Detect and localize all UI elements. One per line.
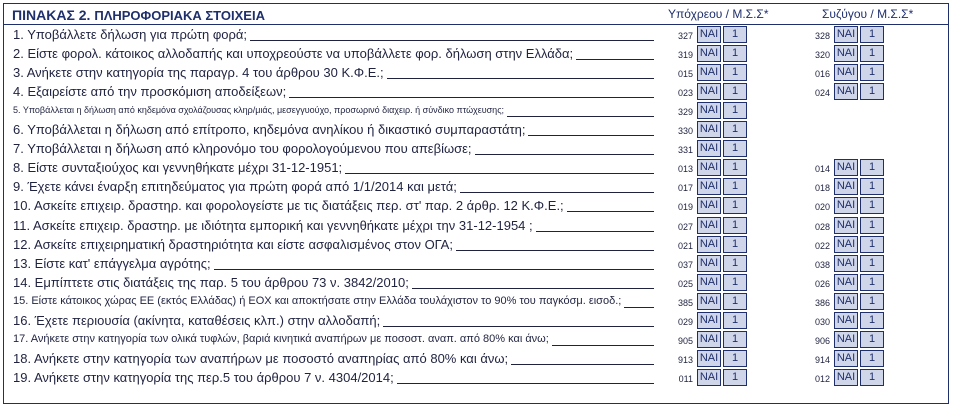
table-row — [4, 330, 948, 350]
spouse-yes-box[interactable]: ΝΑΙ — [834, 217, 858, 234]
question-label: 6. Υποβάλλεται η δήλωση από επίτροπο, κηδεμόνα ανηλίκου ή δικαστικό συμπαραστάτη; — [13, 122, 526, 138]
question-label: 5. Υποβάλλεται η δήλωση από κηδεμόνα σχολάζουσας κληρ/μιάς, μεσεγγυούχο, προσωρινό διαχειρ. ή σύνδικο πτώχευσης; — [13, 105, 505, 116]
question-label: 14. Εμπίπτετε στις διατάξεις της παρ. 5 του άρθρου 73 ν. 3842/2010; — [13, 274, 409, 290]
table-row — [4, 311, 948, 331]
spouse-one-box[interactable]: 1 — [860, 64, 884, 81]
spouse-code: 320 — [814, 50, 830, 61]
taxpayer-one-box[interactable]: 1 — [723, 102, 747, 119]
question-label: 16. Έχετε περιουσία (ακίνητα, καταθέσεις κλπ.) στην αλλοδαπή; — [13, 312, 381, 328]
question-label: 19. Ανήκετε στην κατηγορία της περ.5 του άρθρου 7 ν. 4304/2014; — [13, 369, 394, 385]
question-label: 15. Είστε κάτοικος χώρας ΕΕ (εκτός Ελλάδας) ή ΕΟΧ και αποκτήσατε στην Ελλάδα τουλάχιστον το 90% του παγκόσμ. εισοδ.; — [13, 294, 622, 307]
question-label: 11. Ασκείτε επιχειρ. δραστηρ. με ιδιότητα εμπορική και γεννηθήκατε μέχρι την 31-12-1954 ; — [13, 217, 533, 233]
spouse-one-box[interactable]: 1 — [860, 83, 884, 100]
taxpayer-one-box[interactable]: 1 — [723, 312, 747, 329]
leader-line — [387, 78, 654, 79]
taxpayer-code: 331 — [677, 145, 693, 156]
table-row — [4, 349, 948, 369]
question-label: 2. Είστε φορολ. κάτοικος αλλοδαπής και υποχρεούστε να υποβάλλετε φορ. δήλωση στην Ελλάδα; — [13, 46, 574, 62]
spouse-yes-box[interactable]: ΝΑΙ — [834, 236, 858, 253]
table-row — [4, 101, 948, 121]
leader-line — [214, 269, 654, 270]
information-table — [3, 3, 949, 404]
table-row — [4, 273, 948, 293]
leader-line — [567, 211, 654, 212]
question-label: 9. Έχετε κάνει έναρξη επιτηδεύματος για πρώτη φορά από 1/1/2014 και μετά; — [13, 179, 457, 195]
table-row — [4, 368, 948, 388]
taxpayer-code: 029 — [677, 316, 693, 327]
table-header — [4, 4, 948, 24]
taxpayer-one-box[interactable]: 1 — [723, 217, 747, 234]
taxpayer-code: 329 — [677, 107, 693, 118]
taxpayer-code: 019 — [677, 202, 693, 213]
question-label: 18. Ανήκετε στην κατηγορία των αναπήρων με ποσοστό αναπηρίας από 80% και άνω; — [13, 350, 509, 366]
leader-line — [250, 40, 654, 41]
leader-line — [345, 173, 654, 174]
taxpayer-one-box[interactable]: 1 — [723, 274, 747, 291]
spouse-code: 020 — [814, 202, 830, 213]
leader-line — [511, 364, 654, 365]
leader-line — [456, 250, 654, 251]
taxpayer-code: 905 — [677, 335, 693, 346]
taxpayer-yes-box[interactable]: ΝΑΙ — [697, 293, 721, 310]
leader-line — [475, 154, 654, 155]
taxpayer-code: 037 — [677, 259, 693, 270]
spouse-yes-box[interactable]: ΝΑΙ — [834, 331, 858, 348]
spouse-code: 012 — [814, 373, 830, 384]
table-row — [4, 82, 948, 102]
spouse-yes-box[interactable]: ΝΑΙ — [834, 45, 858, 62]
taxpayer-column-header: Υπόχρεου / Μ.Σ.Σ* — [668, 7, 769, 21]
table-row — [4, 139, 948, 159]
leader-line — [412, 288, 654, 289]
taxpayer-one-box[interactable]: 1 — [723, 236, 747, 253]
leader-line — [576, 59, 654, 60]
taxpayer-yes-box[interactable]: ΝΑΙ — [697, 64, 721, 81]
taxpayer-yes-box[interactable]: ΝΑΙ — [697, 197, 721, 214]
spouse-one-box[interactable]: 1 — [860, 159, 884, 176]
taxpayer-yes-box[interactable]: ΝΑΙ — [697, 217, 721, 234]
spouse-one-box[interactable]: 1 — [860, 350, 884, 367]
taxpayer-one-box[interactable]: 1 — [723, 83, 747, 100]
taxpayer-code: 319 — [677, 50, 693, 61]
spouse-one-box[interactable]: 1 — [860, 293, 884, 310]
taxpayer-code: 021 — [677, 240, 693, 251]
spouse-yes-box[interactable]: ΝΑΙ — [834, 293, 858, 310]
taxpayer-yes-box[interactable]: ΝΑΙ — [697, 350, 721, 367]
spouse-one-box[interactable]: 1 — [860, 178, 884, 195]
table-row — [4, 120, 948, 140]
table-row — [4, 63, 948, 83]
spouse-column-header: Συζύγου / Μ.Σ.Σ* — [822, 7, 914, 21]
taxpayer-one-box[interactable]: 1 — [723, 331, 747, 348]
table-row — [4, 25, 948, 45]
leader-line — [552, 345, 654, 346]
taxpayer-yes-box[interactable]: ΝΑΙ — [697, 331, 721, 348]
table-row — [4, 216, 948, 236]
taxpayer-yes-box[interactable]: ΝΑΙ — [697, 274, 721, 291]
spouse-one-box[interactable]: 1 — [860, 197, 884, 214]
taxpayer-yes-box[interactable]: ΝΑΙ — [697, 140, 721, 157]
taxpayer-one-box[interactable]: 1 — [723, 293, 747, 310]
question-label: 17. Ανήκετε στην κατηγορία των ολικά τυφλών, βαριά κινητικά αναπήρων με ποσοστ. αναπ. από 80% και άνω; — [13, 332, 549, 345]
taxpayer-code: 011 — [678, 373, 693, 384]
question-label: 4. Εξαιρείστε από την προσκόμιση αποδείξεων; — [13, 84, 287, 100]
taxpayer-one-box[interactable]: 1 — [723, 178, 747, 195]
taxpayer-yes-box[interactable]: ΝΑΙ — [697, 102, 721, 119]
leader-line — [289, 97, 654, 98]
table-row — [4, 235, 948, 255]
spouse-yes-box[interactable]: ΝΑΙ — [834, 159, 858, 176]
spouse-one-box[interactable]: 1 — [860, 312, 884, 329]
taxpayer-code: 015 — [677, 69, 693, 80]
spouse-yes-box[interactable]: ΝΑΙ — [834, 197, 858, 214]
taxpayer-one-box[interactable]: 1 — [723, 140, 747, 157]
spouse-yes-box[interactable]: ΝΑΙ — [834, 255, 858, 272]
spouse-one-box[interactable]: 1 — [860, 217, 884, 234]
taxpayer-yes-box[interactable]: ΝΑΙ — [697, 45, 721, 62]
taxpayer-one-box[interactable]: 1 — [723, 255, 747, 272]
question-label: 8. Είστε συνταξιούχος και γεννηθήκατε μέχρι 31-12-1951; — [13, 160, 343, 176]
spouse-code: 914 — [814, 354, 830, 365]
spouse-yes-box[interactable]: ΝΑΙ — [834, 178, 858, 195]
spouse-code: 906 — [814, 335, 830, 346]
spouse-code: 016 — [814, 69, 830, 80]
taxpayer-code: 023 — [677, 88, 693, 99]
question-label: 12. Ασκείτε επιχειρηματική δραστηριότητα και είστε ασφαλισμένος στον ΟΓΑ; — [13, 236, 453, 252]
leader-line — [383, 326, 654, 327]
taxpayer-one-box[interactable]: 1 — [723, 159, 747, 176]
spouse-code: 018 — [814, 183, 830, 194]
table-row — [4, 177, 948, 197]
table-row — [4, 196, 948, 216]
table-title: ΠΙΝΑΚΑΣ 2. ΠΛΗΡΟΦΟΡΙΑΚΑ ΣΤΟΙΧΕΙΑ — [12, 7, 265, 23]
leader-line — [460, 192, 654, 193]
taxpayer-one-box[interactable]: 1 — [723, 64, 747, 81]
spouse-yes-box[interactable]: ΝΑΙ — [834, 26, 858, 43]
spouse-one-box[interactable]: 1 — [860, 255, 884, 272]
taxpayer-one-box[interactable]: 1 — [723, 350, 747, 367]
spouse-one-box[interactable]: 1 — [860, 45, 884, 62]
leader-line — [624, 307, 654, 308]
taxpayer-code: 330 — [677, 126, 693, 137]
leader-line — [528, 135, 654, 136]
taxpayer-one-box[interactable]: 1 — [723, 45, 747, 62]
table-row — [4, 254, 948, 274]
spouse-code: 386 — [814, 297, 830, 308]
spouse-one-box[interactable]: 1 — [860, 26, 884, 43]
spouse-code: 014 — [814, 164, 830, 175]
table-row — [4, 44, 948, 64]
table-row — [4, 292, 948, 312]
taxpayer-one-box[interactable]: 1 — [723, 369, 747, 386]
question-label: 1. Υποβάλλετε δήλωση για πρώτη φορά; — [13, 27, 248, 42]
spouse-code: 024 — [814, 88, 830, 99]
taxpayer-one-box[interactable]: 1 — [723, 121, 747, 138]
question-label: 3. Ανήκετε στην κατηγορία της παραγρ. 4 του άρθρου 30 Κ.Φ.Ε.; — [13, 65, 384, 81]
spouse-yes-box[interactable]: ΝΑΙ — [834, 312, 858, 329]
taxpayer-yes-box[interactable]: ΝΑΙ — [697, 178, 721, 195]
spouse-yes-box[interactable]: ΝΑΙ — [834, 64, 858, 81]
taxpayer-one-box[interactable]: 1 — [723, 26, 747, 43]
spouse-code: 328 — [814, 31, 830, 41]
spouse-one-box[interactable]: 1 — [860, 331, 884, 348]
table-row — [4, 158, 948, 178]
spouse-code: 022 — [814, 240, 830, 251]
taxpayer-one-box[interactable]: 1 — [723, 197, 747, 214]
spouse-code: 030 — [814, 316, 830, 327]
leader-line — [536, 231, 654, 232]
taxpayer-code: 913 — [677, 354, 693, 365]
spouse-one-box[interactable]: 1 — [860, 369, 884, 386]
spouse-code: 028 — [814, 221, 830, 232]
taxpayer-yes-box[interactable]: ΝΑΙ — [697, 236, 721, 253]
taxpayer-yes-box[interactable]: ΝΑΙ — [697, 26, 721, 43]
spouse-yes-box[interactable]: ΝΑΙ — [834, 83, 858, 100]
taxpayer-yes-box[interactable]: ΝΑΙ — [697, 312, 721, 329]
taxpayer-code: 013 — [677, 164, 693, 175]
spouse-code: 038 — [814, 259, 830, 270]
spouse-one-box[interactable]: 1 — [860, 236, 884, 253]
taxpayer-code: 017 — [677, 183, 693, 194]
spouse-code: 026 — [814, 278, 830, 289]
taxpayer-yes-box[interactable]: ΝΑΙ — [697, 83, 721, 100]
question-label: 13. Είστε κατ' επάγγελμα αγρότης; — [13, 255, 211, 271]
spouse-yes-box[interactable]: ΝΑΙ — [834, 274, 858, 291]
taxpayer-yes-box[interactable]: ΝΑΙ — [697, 121, 721, 138]
taxpayer-code: 027 — [677, 221, 693, 232]
taxpayer-code: 025 — [677, 278, 693, 289]
spouse-yes-box[interactable]: ΝΑΙ — [834, 369, 858, 386]
taxpayer-code: 327 — [677, 31, 693, 41]
taxpayer-yes-box[interactable]: ΝΑΙ — [697, 369, 721, 386]
question-label: 7. Υποβάλλεται η δήλωση από κληρονόμο του φορολογούμενου που απεβίωσε; — [13, 141, 472, 157]
leader-line — [397, 383, 654, 384]
taxpayer-yes-box[interactable]: ΝΑΙ — [697, 159, 721, 176]
question-label: 10. Ασκείτε επιχειρ. δραστηρ. και φορολογείστε με τις διατάξεις περ. στ' παρ. 2 άρθρ. 12 Κ.Φ.Ε.; — [13, 198, 564, 214]
taxpayer-code: 385 — [677, 297, 693, 308]
spouse-yes-box[interactable]: ΝΑΙ — [834, 350, 858, 367]
spouse-one-box[interactable]: 1 — [860, 274, 884, 291]
leader-line — [507, 116, 654, 117]
taxpayer-yes-box[interactable]: ΝΑΙ — [697, 255, 721, 272]
